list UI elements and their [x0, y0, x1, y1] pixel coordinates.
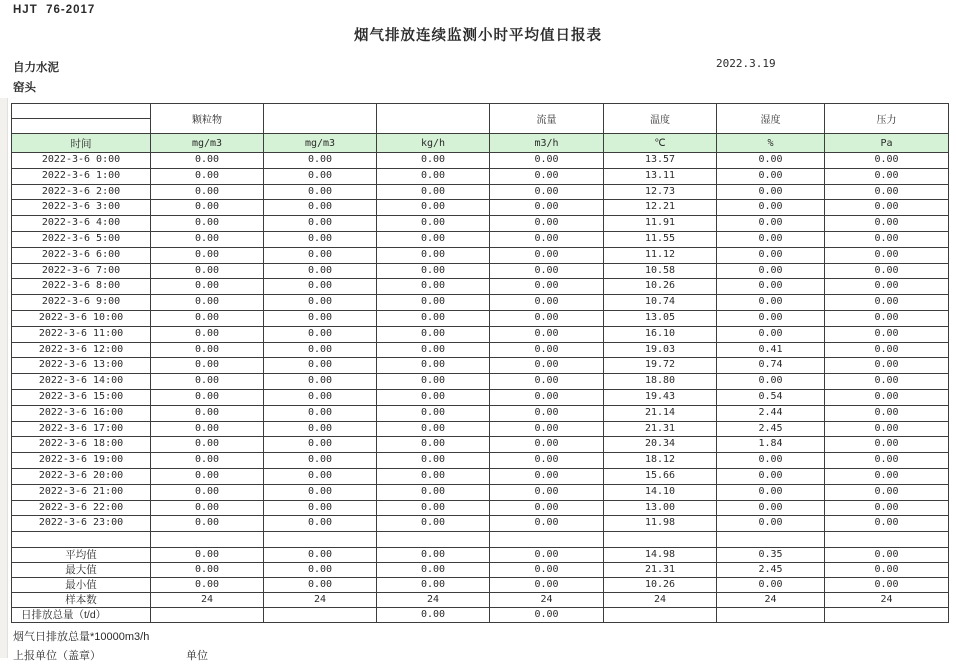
- table-row: [12, 247, 949, 263]
- value-cell: 0.00: [264, 421, 377, 437]
- time-cell: 2022-3-6 1:00: [12, 168, 151, 184]
- value-cell: 13.05: [604, 310, 717, 326]
- summary-value-cell: 0.00: [825, 547, 949, 562]
- value-cell: 0.00: [264, 263, 377, 279]
- empty-cell: [377, 532, 490, 548]
- table-row: [12, 405, 949, 421]
- summary-value-cell: [717, 607, 825, 622]
- value-cell: 0.00: [264, 326, 377, 342]
- value-cell: 0.00: [151, 342, 264, 358]
- time-cell: 2022-3-6 11:00: [12, 326, 151, 342]
- value-cell: 0.00: [717, 184, 825, 200]
- value-cell: 0.00: [264, 374, 377, 390]
- value-cell: 0.00: [151, 421, 264, 437]
- summary-value-cell: 24: [264, 592, 377, 607]
- value-cell: 0.00: [717, 484, 825, 500]
- spacer-row: [12, 532, 949, 548]
- value-cell: 0.00: [825, 231, 949, 247]
- value-cell: 0.00: [377, 184, 490, 200]
- value-cell: 0.00: [717, 374, 825, 390]
- value-cell: 0.00: [825, 437, 949, 453]
- column-group-header: 温度: [604, 104, 717, 134]
- time-column-header: 时间: [12, 134, 151, 153]
- value-cell: 18.12: [604, 453, 717, 469]
- value-cell: 0.00: [825, 453, 949, 469]
- value-cell: 16.10: [604, 326, 717, 342]
- value-cell: 11.55: [604, 231, 717, 247]
- unit-header: %: [717, 134, 825, 153]
- value-cell: 11.12: [604, 247, 717, 263]
- value-cell: 0.00: [717, 295, 825, 311]
- value-cell: 0.00: [825, 216, 949, 232]
- value-cell: 0.00: [717, 453, 825, 469]
- value-cell: 0.00: [264, 200, 377, 216]
- value-cell: 0.00: [151, 500, 264, 516]
- summary-row: [12, 592, 949, 607]
- time-cell: 2022-3-6 22:00: [12, 500, 151, 516]
- summary-value-cell: 0.00: [717, 577, 825, 592]
- summary-value-cell: 2.45: [717, 562, 825, 577]
- unit-header-row: [12, 134, 949, 153]
- value-cell: 0.00: [825, 153, 949, 169]
- summary-value-cell: 24: [717, 592, 825, 607]
- summary-value-cell: [151, 607, 264, 622]
- value-cell: 0.00: [151, 153, 264, 169]
- summary-value-cell: 24: [377, 592, 490, 607]
- value-cell: 0.00: [264, 168, 377, 184]
- value-cell: 0.00: [825, 295, 949, 311]
- value-cell: 12.21: [604, 200, 717, 216]
- corner-cell-top: [12, 104, 151, 119]
- value-cell: 0.00: [490, 231, 604, 247]
- scan-edge-artifact: [0, 98, 8, 658]
- summary-value-cell: 0.00: [264, 547, 377, 562]
- value-cell: 0.00: [377, 295, 490, 311]
- table-row: [12, 500, 949, 516]
- value-cell: 14.10: [604, 484, 717, 500]
- time-cell: 2022-3-6 0:00: [12, 153, 151, 169]
- summary-label: 平均值: [12, 547, 151, 562]
- value-cell: 0.00: [377, 342, 490, 358]
- value-cell: 0.00: [151, 184, 264, 200]
- time-cell: 2022-3-6 8:00: [12, 279, 151, 295]
- value-cell: 0.00: [490, 405, 604, 421]
- value-cell: 0.00: [264, 516, 377, 532]
- value-cell: 0.00: [825, 326, 949, 342]
- value-cell: 0.00: [377, 421, 490, 437]
- value-cell: 0.00: [717, 247, 825, 263]
- value-cell: 0.00: [490, 200, 604, 216]
- summary-row: [12, 562, 949, 577]
- value-cell: 0.00: [264, 231, 377, 247]
- table-row: [12, 421, 949, 437]
- value-cell: 0.00: [264, 358, 377, 374]
- corner-cell-bottom: [12, 119, 151, 134]
- value-cell: 19.03: [604, 342, 717, 358]
- table-row: [12, 168, 949, 184]
- value-cell: 21.31: [604, 421, 717, 437]
- value-cell: 0.00: [717, 468, 825, 484]
- summary-value-cell: 0.35: [717, 547, 825, 562]
- value-cell: 0.00: [377, 263, 490, 279]
- value-cell: 0.00: [264, 468, 377, 484]
- value-cell: 0.00: [264, 453, 377, 469]
- summary-value-cell: 0.00: [151, 562, 264, 577]
- value-cell: 0.00: [825, 310, 949, 326]
- page-title: 烟气排放连续监测小时平均值日报表: [354, 28, 602, 44]
- monitoring-table: [11, 103, 949, 623]
- value-cell: 0.00: [377, 468, 490, 484]
- value-cell: 0.00: [825, 263, 949, 279]
- time-cell: 2022-3-6 16:00: [12, 405, 151, 421]
- value-cell: 0.00: [264, 295, 377, 311]
- report-date: 2022.3.19: [716, 57, 776, 70]
- value-cell: 12.73: [604, 184, 717, 200]
- value-cell: 0.00: [264, 153, 377, 169]
- value-cell: 0.00: [377, 200, 490, 216]
- value-cell: 0.00: [717, 500, 825, 516]
- value-cell: 19.43: [604, 389, 717, 405]
- value-cell: 0.00: [151, 310, 264, 326]
- table-row: [12, 231, 949, 247]
- value-cell: 0.00: [717, 216, 825, 232]
- value-cell: 2.45: [717, 421, 825, 437]
- unit-header: m3/h: [490, 134, 604, 153]
- table-row: [12, 374, 949, 390]
- column-group-header-empty: [264, 104, 377, 134]
- value-cell: 0.00: [151, 168, 264, 184]
- table-row: [12, 437, 949, 453]
- empty-cell: [604, 532, 717, 548]
- value-cell: 13.11: [604, 168, 717, 184]
- time-cell: 2022-3-6 3:00: [12, 200, 151, 216]
- unit-header: kg/h: [377, 134, 490, 153]
- value-cell: 0.00: [825, 184, 949, 200]
- column-group-header: 湿度: [717, 104, 825, 134]
- empty-cell: [264, 532, 377, 548]
- table-row: [12, 279, 949, 295]
- value-cell: 0.00: [490, 421, 604, 437]
- value-cell: 0.00: [717, 263, 825, 279]
- value-cell: 10.74: [604, 295, 717, 311]
- value-cell: 0.00: [377, 153, 490, 169]
- empty-cell: [151, 532, 264, 548]
- empty-cell: [717, 532, 825, 548]
- value-cell: 13.00: [604, 500, 717, 516]
- value-cell: 0.00: [717, 516, 825, 532]
- time-cell: 2022-3-6 9:00: [12, 295, 151, 311]
- value-cell: 0.00: [825, 358, 949, 374]
- value-cell: 0.00: [490, 358, 604, 374]
- table-row: [12, 468, 949, 484]
- value-cell: 0.00: [825, 500, 949, 516]
- daily-flow-total-note: 烟气日排放总量*10000m3/h: [13, 631, 150, 643]
- time-cell: 2022-3-6 10:00: [12, 310, 151, 326]
- value-cell: 0.00: [151, 295, 264, 311]
- value-cell: 0.00: [490, 437, 604, 453]
- value-cell: 0.00: [377, 310, 490, 326]
- value-cell: 0.00: [264, 484, 377, 500]
- value-cell: 0.54: [717, 389, 825, 405]
- column-group-header: 压力: [825, 104, 949, 134]
- value-cell: 0.00: [377, 326, 490, 342]
- value-cell: 0.00: [151, 200, 264, 216]
- summary-value-cell: 0.00: [377, 607, 490, 622]
- summary-value-cell: 10.26: [604, 577, 717, 592]
- value-cell: 0.00: [264, 342, 377, 358]
- value-cell: 0.00: [825, 342, 949, 358]
- value-cell: 0.00: [490, 168, 604, 184]
- value-cell: 0.00: [717, 200, 825, 216]
- time-cell: 2022-3-6 18:00: [12, 437, 151, 453]
- value-cell: 0.00: [151, 326, 264, 342]
- value-cell: 0.00: [151, 516, 264, 532]
- value-cell: 0.00: [825, 200, 949, 216]
- summary-row: [12, 547, 949, 562]
- summary-value-cell: 0.00: [377, 547, 490, 562]
- value-cell: 0.00: [825, 279, 949, 295]
- value-cell: 0.00: [490, 247, 604, 263]
- value-cell: 0.00: [264, 405, 377, 421]
- value-cell: 20.34: [604, 437, 717, 453]
- time-cell: 2022-3-6 2:00: [12, 184, 151, 200]
- unit-header: Pa: [825, 134, 949, 153]
- value-cell: 0.00: [151, 247, 264, 263]
- value-cell: 0.00: [490, 184, 604, 200]
- summary-value-cell: 0.00: [151, 577, 264, 592]
- summary-label: 日排放总量（t/d）: [12, 607, 151, 622]
- value-cell: 11.91: [604, 216, 717, 232]
- summary-value-cell: 0.00: [377, 577, 490, 592]
- value-cell: 0.00: [490, 295, 604, 311]
- summary-value-cell: 0.00: [825, 577, 949, 592]
- value-cell: 0.00: [825, 405, 949, 421]
- table-row: [12, 358, 949, 374]
- value-cell: 15.66: [604, 468, 717, 484]
- summary-value-cell: 0.00: [264, 562, 377, 577]
- value-cell: 10.26: [604, 279, 717, 295]
- value-cell: 0.00: [377, 231, 490, 247]
- value-cell: 0.00: [490, 500, 604, 516]
- table-row: [12, 295, 949, 311]
- value-cell: 0.00: [717, 168, 825, 184]
- unit-header: mg/m3: [151, 134, 264, 153]
- value-cell: 0.00: [490, 326, 604, 342]
- time-cell: 2022-3-6 12:00: [12, 342, 151, 358]
- table-row: [12, 153, 949, 169]
- time-cell: 2022-3-6 17:00: [12, 421, 151, 437]
- company-name: 自力水泥: [13, 62, 59, 74]
- value-cell: 0.00: [825, 516, 949, 532]
- value-cell: 0.00: [490, 310, 604, 326]
- value-cell: 0.00: [825, 468, 949, 484]
- value-cell: 0.00: [825, 247, 949, 263]
- value-cell: 0.00: [490, 484, 604, 500]
- doc-code: HJT 76-2017: [13, 4, 96, 16]
- value-cell: 0.00: [264, 279, 377, 295]
- value-cell: 0.00: [490, 216, 604, 232]
- value-cell: 0.00: [377, 374, 490, 390]
- summary-value-cell: 0.00: [825, 562, 949, 577]
- value-cell: 0.00: [490, 279, 604, 295]
- empty-cell: [825, 532, 949, 548]
- table-row: [12, 326, 949, 342]
- value-cell: 0.00: [825, 484, 949, 500]
- empty-cell: [490, 532, 604, 548]
- value-cell: 2.44: [717, 405, 825, 421]
- value-cell: 0.00: [825, 374, 949, 390]
- time-cell: 2022-3-6 7:00: [12, 263, 151, 279]
- value-cell: 0.74: [717, 358, 825, 374]
- value-cell: 0.00: [264, 216, 377, 232]
- value-cell: 0.00: [490, 342, 604, 358]
- summary-value-cell: 0.00: [490, 562, 604, 577]
- value-cell: 11.98: [604, 516, 717, 532]
- value-cell: 0.00: [377, 405, 490, 421]
- summary-label: 最大值: [12, 562, 151, 577]
- time-cell: 2022-3-6 5:00: [12, 231, 151, 247]
- value-cell: 0.00: [151, 468, 264, 484]
- value-cell: 0.00: [264, 247, 377, 263]
- value-cell: 0.00: [490, 468, 604, 484]
- value-cell: 0.00: [717, 153, 825, 169]
- value-cell: 0.00: [151, 405, 264, 421]
- value-cell: 0.00: [377, 216, 490, 232]
- unit-header: mg/m3: [264, 134, 377, 153]
- value-cell: 13.57: [604, 153, 717, 169]
- value-cell: 0.00: [151, 263, 264, 279]
- value-cell: 0.00: [377, 247, 490, 263]
- summary-label: 最小值: [12, 577, 151, 592]
- value-cell: 0.00: [717, 279, 825, 295]
- value-cell: 0.00: [490, 389, 604, 405]
- summary-value-cell: 0.00: [377, 562, 490, 577]
- value-cell: 0.00: [264, 310, 377, 326]
- value-cell: 0.00: [825, 168, 949, 184]
- summary-row: [12, 607, 949, 622]
- value-cell: 0.00: [490, 516, 604, 532]
- value-cell: 0.00: [717, 310, 825, 326]
- reporting-unit-stamp-label: 上报单位（盖章）: [13, 650, 101, 662]
- value-cell: 0.00: [151, 358, 264, 374]
- value-cell: 0.00: [377, 168, 490, 184]
- time-cell: 2022-3-6 6:00: [12, 247, 151, 263]
- table-row: [12, 389, 949, 405]
- value-cell: 0.00: [377, 500, 490, 516]
- summary-value-cell: 21.31: [604, 562, 717, 577]
- value-cell: 0.41: [717, 342, 825, 358]
- group-header-row: [12, 104, 949, 119]
- unit-header: ℃: [604, 134, 717, 153]
- table-row: [12, 516, 949, 532]
- summary-value-cell: [604, 607, 717, 622]
- table-row: [12, 216, 949, 232]
- value-cell: 0.00: [264, 500, 377, 516]
- station-name: 窑头: [13, 82, 36, 94]
- value-cell: 0.00: [490, 374, 604, 390]
- value-cell: 0.00: [151, 231, 264, 247]
- table-row: [12, 200, 949, 216]
- value-cell: 0.00: [151, 484, 264, 500]
- time-cell: 2022-3-6 4:00: [12, 216, 151, 232]
- value-cell: 0.00: [264, 389, 377, 405]
- table-row: [12, 310, 949, 326]
- value-cell: 21.14: [604, 405, 717, 421]
- summary-row: [12, 577, 949, 592]
- column-group-header: 流量: [490, 104, 604, 134]
- time-cell: 2022-3-6 23:00: [12, 516, 151, 532]
- summary-label: 样本数: [12, 592, 151, 607]
- value-cell: 0.00: [490, 453, 604, 469]
- value-cell: 0.00: [490, 263, 604, 279]
- value-cell: 19.72: [604, 358, 717, 374]
- summary-value-cell: 0.00: [264, 577, 377, 592]
- value-cell: 0.00: [377, 279, 490, 295]
- summary-value-cell: 24: [825, 592, 949, 607]
- time-cell: 2022-3-6 20:00: [12, 468, 151, 484]
- summary-value-cell: 24: [604, 592, 717, 607]
- summary-value-cell: 0.00: [490, 607, 604, 622]
- time-cell: 2022-3-6 21:00: [12, 484, 151, 500]
- table-row: [12, 484, 949, 500]
- table-row: [12, 342, 949, 358]
- value-cell: 0.00: [490, 153, 604, 169]
- value-cell: 0.00: [825, 421, 949, 437]
- unit-label: 单位: [186, 650, 208, 662]
- value-cell: 0.00: [151, 216, 264, 232]
- value-cell: 0.00: [377, 389, 490, 405]
- value-cell: 0.00: [151, 279, 264, 295]
- value-cell: 0.00: [717, 326, 825, 342]
- value-cell: 0.00: [264, 184, 377, 200]
- time-cell: 2022-3-6 19:00: [12, 453, 151, 469]
- value-cell: 0.00: [377, 484, 490, 500]
- value-cell: 18.80: [604, 374, 717, 390]
- time-cell: 2022-3-6 13:00: [12, 358, 151, 374]
- column-group-header: 颗粒物: [151, 104, 264, 134]
- value-cell: 0.00: [151, 374, 264, 390]
- time-cell: 2022-3-6 14:00: [12, 374, 151, 390]
- column-group-header-empty: [377, 104, 490, 134]
- summary-value-cell: 14.98: [604, 547, 717, 562]
- value-cell: 0.00: [151, 437, 264, 453]
- value-cell: 1.84: [717, 437, 825, 453]
- table-row: [12, 184, 949, 200]
- summary-value-cell: 24: [151, 592, 264, 607]
- value-cell: 0.00: [825, 389, 949, 405]
- time-cell: 2022-3-6 15:00: [12, 389, 151, 405]
- value-cell: 0.00: [717, 231, 825, 247]
- summary-value-cell: 0.00: [490, 577, 604, 592]
- empty-cell: [12, 532, 151, 548]
- value-cell: 0.00: [377, 453, 490, 469]
- summary-value-cell: 0.00: [151, 547, 264, 562]
- value-cell: 0.00: [151, 389, 264, 405]
- value-cell: 0.00: [377, 437, 490, 453]
- value-cell: 0.00: [264, 437, 377, 453]
- value-cell: 10.58: [604, 263, 717, 279]
- summary-value-cell: [825, 607, 949, 622]
- summary-value-cell: 24: [490, 592, 604, 607]
- summary-value-cell: [264, 607, 377, 622]
- summary-value-cell: 0.00: [490, 547, 604, 562]
- value-cell: 0.00: [377, 516, 490, 532]
- value-cell: 0.00: [151, 453, 264, 469]
- table-row: [12, 453, 949, 469]
- value-cell: 0.00: [377, 358, 490, 374]
- table-row: [12, 263, 949, 279]
